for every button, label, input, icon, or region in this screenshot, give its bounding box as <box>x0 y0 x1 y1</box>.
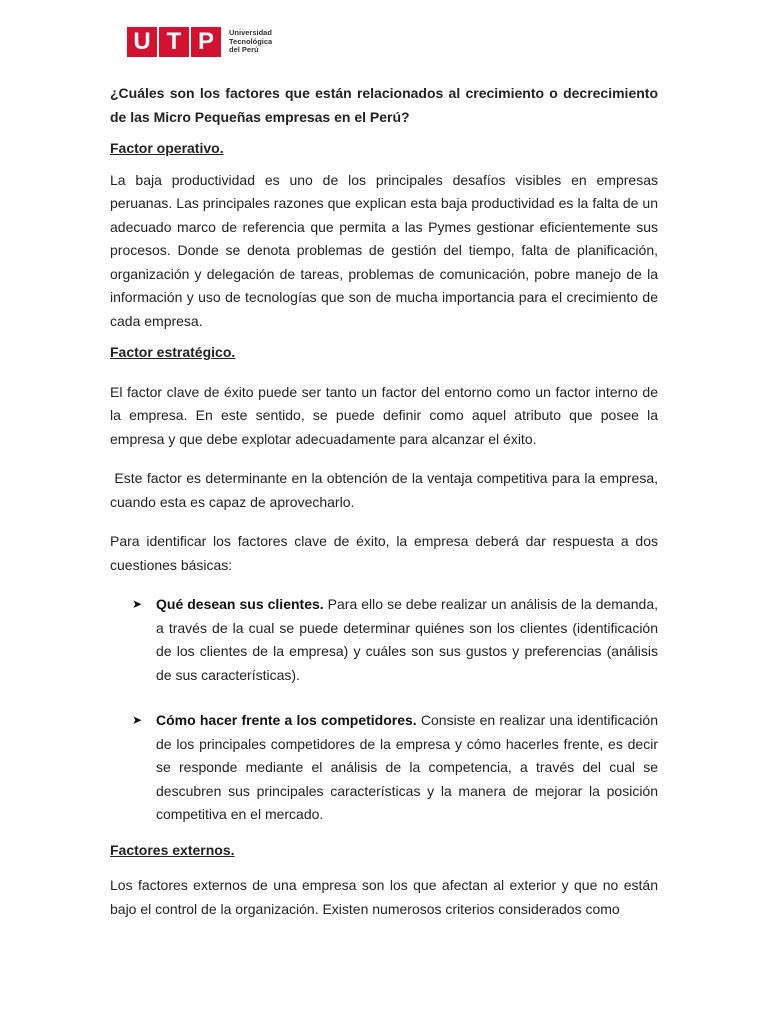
document-body <box>110 82 662 921</box>
list-item <box>132 593 658 687</box>
bullet-text: Para ello se debe realizar un análisis de la demanda, a través de la cual se puede determinar quiénes son los clientes (identificación de los clientes de la empresa) y cuáles son sus gustos y preferencias (análisis de sus características). <box>156 596 658 683</box>
heading-factores-externos: Factores externos. <box>110 841 235 858</box>
logo-university-name: Universidad Tecnológica del Perú <box>229 28 273 55</box>
paragraph-factor-clave: El factor clave de éxito puede ser tanto un factor del entorno como un factor interno de la empresa. En este sentido, se puede definir como aquel atributo que posee la empresa y que debe explotar adecuadamente para alcanzar el éxito. <box>110 383 658 447</box>
heading-factor-estrategico: Factor estratégico. <box>110 344 236 360</box>
utp-logo <box>127 27 272 57</box>
paragraph-ventaja-competitiva: Este factor es determinante en la obtención de la ventaja competitiva para la empresa, cuando esta es capaz de aprovecharlo. <box>110 470 662 510</box>
logo-letter-u: U <box>127 27 157 57</box>
arrowhead-bullet-icon: ➤ <box>132 713 143 727</box>
paragraph-factores-externos: Los factores externos de una empresa son los que afectan al exterior y que no están bajo el control de la organización. Existen numerosos criterios considerados como <box>110 877 658 917</box>
arrowhead-bullet-icon: ➤ <box>132 597 143 611</box>
paragraph-cuestiones-basicas: Para identificar los factores clave de éxito, la empresa deberá dar respuesta a dos cuestiones básicas: <box>110 533 658 573</box>
bullet-title: Cómo hacer frente a los competidores. <box>156 712 417 728</box>
paragraph-factor-operativo: La baja productividad es uno de los principales desafíos visibles en empresas peruanas. Las principales razones que explican esta baja productividad es la falta de un adecuado marco de referencia que permita a las Pymes gestionar eficientemente sus procesos. Donde se denota problemas de gestión del tiempo, falta de planificación, organización y delegación de tareas, problemas de comunicación, pobre manejo de la información y uso de tecnologías que son de mucha importancia para el crecimiento de cada empresa. <box>110 171 658 329</box>
logo-letter-t: T <box>159 27 189 57</box>
main-question: ¿Cuáles son los factores que están relacionados al crecimiento o decrecimiento de las Micro Pequeñas empresas en el Perú? <box>110 85 658 125</box>
logo-letter-p: P <box>191 27 221 57</box>
list-item <box>132 709 658 827</box>
bullet-title: Qué desean sus clientes. <box>156 596 324 612</box>
bullet-text: Consiste en realizar una identificación de los principales competidores de la empresa y cómo hacerles frente, es decir se responde mediante el análisis de la competencia, a través del cual se descubren sus principales características y la manera de mejorar la posición competitiva en el mercado. <box>156 712 658 822</box>
heading-factor-operativo: Factor operativo. <box>110 140 224 156</box>
